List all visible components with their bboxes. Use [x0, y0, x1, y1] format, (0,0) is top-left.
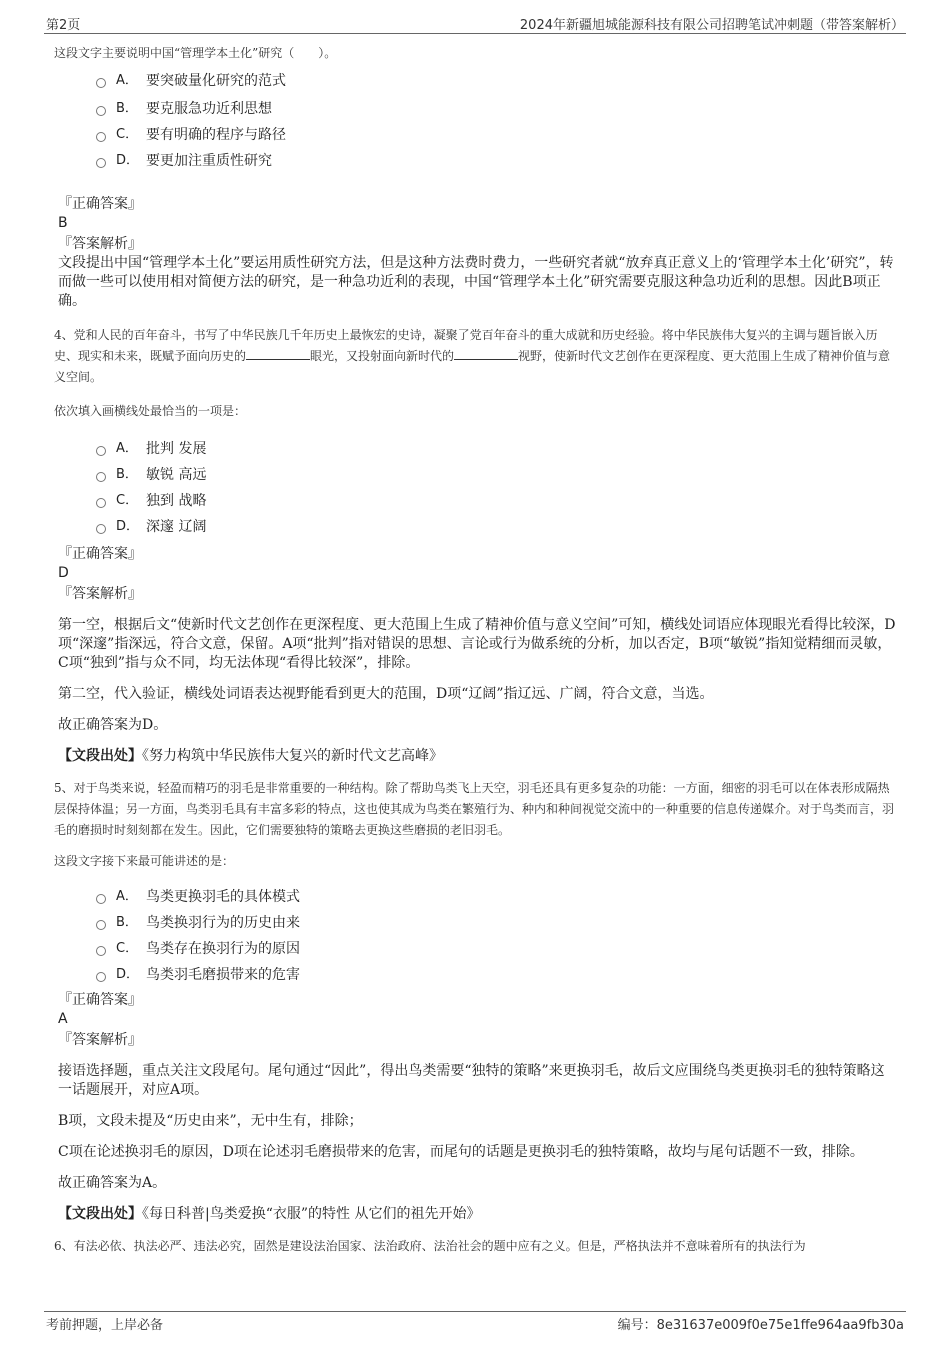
q3-analysis: 文段提出中国“管理学本土化”要运用质性研究方法，但是这种方法费时费力，一些研究者就“放弃真正意义上的‘管理学本土化’研究”，转而做一些可以使用相对简便方法的研究，是一种急功近利的表现，中国“管理学本土化”研究需要克服这种急功近利的思想。因此B项正确。: [58, 255, 894, 309]
radio-icon[interactable]: [96, 946, 106, 956]
q4-option-a[interactable]: A． 批判 发展: [96, 436, 896, 462]
q3-answer: B: [58, 215, 68, 231]
q3-option-b[interactable]: B． 要克服急功近利思想: [96, 96, 896, 122]
q4-answer-label: 『正确答案』: [58, 546, 142, 562]
radio-icon[interactable]: [96, 158, 106, 168]
radio-icon[interactable]: [96, 920, 106, 930]
q5-analysis-1: 接语选择题，重点关注文段尾句。尾句通过“因此”，得出鸟类需要“独特的策略”来更换羽毛，故后文应围绕鸟类更换羽毛的独特策略这一话题展开，对应A项。: [58, 1063, 885, 1098]
q6-stem: 6、有法必依、执法必严、违法必究，固然是建设法治国家、法治政府、法治社会的题中应有之义。但是，严格执法并不意味着所有的执法行为: [54, 1239, 806, 1253]
footer-divider: [44, 1311, 906, 1312]
q3-option-d[interactable]: D． 要更加注重质性研究: [96, 148, 896, 174]
q3-answer-label: 『正确答案』: [58, 196, 142, 212]
q5-option-b[interactable]: B． 鸟类换羽行为的历史由来: [96, 910, 896, 936]
q4-analysis-3: 故正确答案为D。: [58, 717, 168, 733]
q5-option-d[interactable]: D． 鸟类羽毛磨损带来的危害: [96, 962, 896, 988]
q3-option-c[interactable]: C． 要有明确的程序与路径: [96, 122, 896, 148]
radio-icon[interactable]: [96, 524, 106, 534]
radio-icon[interactable]: [96, 132, 106, 142]
radio-icon[interactable]: [96, 472, 106, 482]
document-title: 2024年新疆旭城能源科技有限公司招聘笔试冲刺题（带答案解析）: [519, 18, 904, 33]
q4-options: [54, 436, 896, 540]
q4-analysis-label: 『答案解析』: [58, 586, 142, 602]
q4-option-d[interactable]: D． 深邃 辽阔: [96, 514, 896, 540]
radio-icon[interactable]: [96, 106, 106, 116]
q5-answer: A: [58, 1011, 68, 1027]
q3-options: [54, 66, 896, 174]
footer-slogan: 考前押题，上岸必备: [46, 1318, 164, 1333]
q5-analysis-4: 故正确答案为A。: [58, 1175, 167, 1191]
radio-icon[interactable]: [96, 78, 106, 88]
radio-icon[interactable]: [96, 894, 106, 904]
q5-stem: 5、对于鸟类来说，轻盈而精巧的羽毛是非常重要的一种结构。除了帮助鸟类飞上天空，羽毛还具有更多复杂的功能：一方面，细密的羽毛可以在体表形成隔热层保持体温；另一方面，鸟类羽毛具有丰富多彩的特点，这也使其成为鸟类在繁殖行为、种内和种间视觉交流中的一种重要的信息传递媒介。对于鸟类而言，羽毛的磨损时时刻刻都在发生。因此，它们需要独特的策略去更换这些磨损的老旧羽毛。: [54, 781, 895, 837]
q4-option-c[interactable]: C． 独到 战略: [96, 488, 896, 514]
blank-line: [454, 347, 518, 360]
q4-answer: D: [58, 565, 69, 581]
q5-option-c[interactable]: C． 鸟类存在换羽行为的原因: [96, 936, 896, 962]
blank-line: [246, 347, 310, 360]
q5-answer-label: 『正确答案』: [58, 992, 142, 1008]
q4-source: 【文段出处】《努力构筑中华民族伟大复兴的新时代文艺高峰》: [58, 748, 443, 764]
radio-icon[interactable]: [96, 972, 106, 982]
document-body: [54, 40, 896, 1257]
q4-prompt: 依次填入画横线处最恰当的一项是：: [54, 404, 247, 418]
q5-options: [54, 884, 896, 988]
q5-source: 【文段出处】《每日科普|鸟类爱换“衣服”的特性 从它们的祖先开始》: [58, 1206, 481, 1222]
q5-analysis-3: C项在论述换羽毛的原因，D项在论述羽毛磨损带来的危害，而尾句的话题是更换羽毛的独特策略，故均与尾句话题不一致，排除。: [58, 1144, 864, 1160]
q5-analysis-label: 『答案解析』: [58, 1032, 142, 1048]
header-divider: [44, 33, 906, 34]
q3-analysis-label: 『答案解析』: [58, 236, 142, 252]
q3-option-a[interactable]: A． 要突破量化研究的范式: [96, 66, 896, 96]
radio-icon[interactable]: [96, 498, 106, 508]
q5-analysis-2: B项，文段未提及“历史由来”，无中生有，排除；: [58, 1113, 363, 1129]
document-id: 编号：8e31637e009f0e75e1ffe964aa9fb30a: [617, 1318, 904, 1333]
q4-stem: 4、党和人民的百年奋斗，书写了中华民族几千年历史上最恢宏的史诗，凝聚了党百年奋斗的重大成就和历史经验。将中华民族伟大复兴的主调与题旨嵌入历史、现实和未来，既赋予面向历史的 眼光，又投射面向新时代的 视野，使新时代文艺创作在更深程度、更大范围上生成了精神价值与意义空间。: [54, 328, 891, 384]
q4-analysis-1: 第一空，根据后文“使新时代文艺创作在更深程度、更大范围上生成了精神价值与意义空间”可知，横线处词语应体现眼光看得比较深，D项“深邃”指深远，符合文意，保留。A项“批判”指对错误的思想、言论或行为做系统的分析，加以否定，B项“敏锐”指知觉精细而灵敏，C项“独到”指与众不同，均无法体现“看得比较深”，排除。: [58, 617, 896, 671]
q4-analysis-2: 第二空，代入验证，横线处词语表达视野能看到更大的范围，D项“辽阔”指辽远、广阔，符合文意，当选。: [58, 686, 714, 702]
q5-option-a[interactable]: A． 鸟类更换羽毛的具体模式: [96, 884, 896, 910]
radio-icon[interactable]: [96, 446, 106, 456]
q5-prompt: 这段文字接下来最可能讲述的是：: [54, 854, 235, 868]
q4-option-b[interactable]: B． 敏锐 高远: [96, 462, 896, 488]
page-number: 第2页: [46, 18, 81, 33]
q3-stem: 这段文字主要说明中国“管理学本土化”研究（ ）。: [54, 46, 337, 60]
